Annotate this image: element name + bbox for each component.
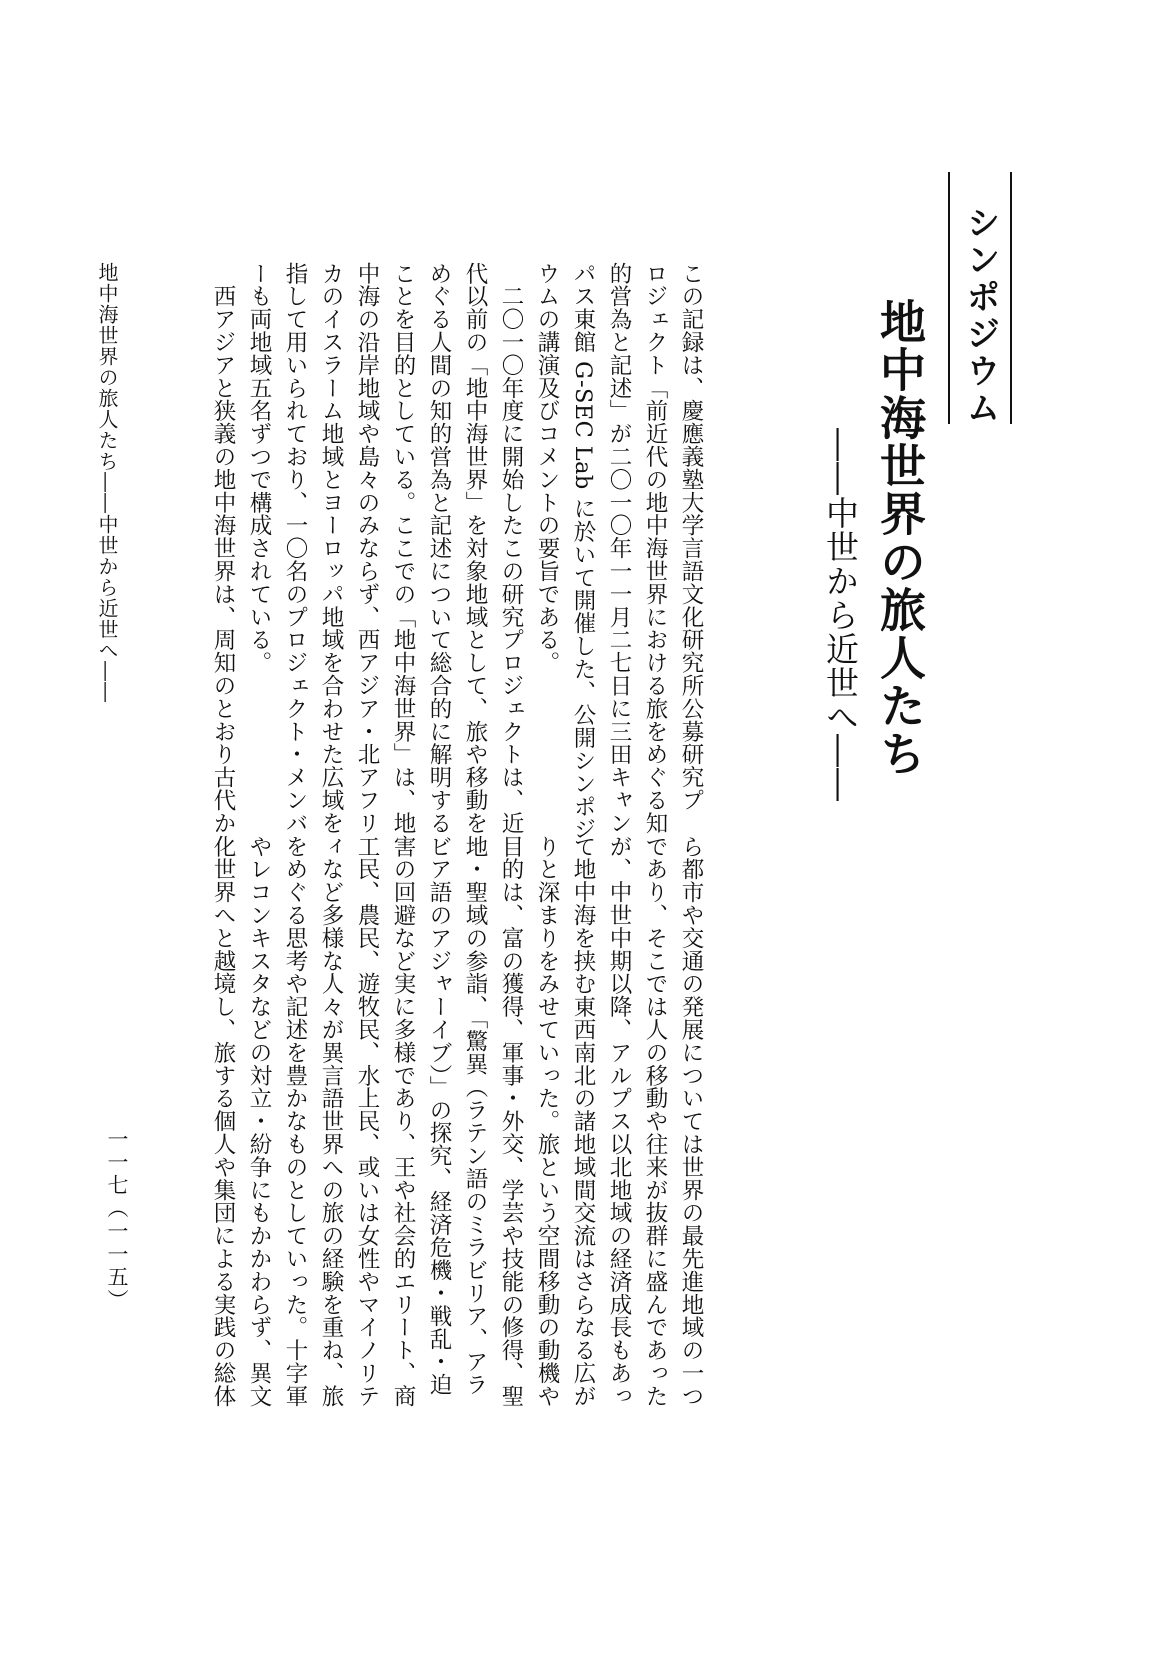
text-line: であり、そこでは人の移動や往来が抜群に盛んであった bbox=[642, 835, 668, 1408]
text-line: ことを目的としている。ここでの「地中海世界」は、地 bbox=[390, 262, 416, 835]
text-line: りと深まりをみせていった。旅という空間移動の動機や bbox=[534, 835, 560, 1408]
page-subtitle: ――中世から近世へ―― bbox=[821, 428, 860, 802]
running-head: 地中海世界の旅人たち――中世から近世へ―― bbox=[95, 262, 119, 703]
text-line: 化世界へと越境し、旅する個人や集団による実践の総体 bbox=[210, 835, 236, 1408]
text-line: 中海の沿岸地域や島々のみならず、西アジア・北アフリ bbox=[354, 262, 380, 835]
text-line: ウムの講演及びコメントの要旨である。 bbox=[534, 262, 560, 675]
body-lower-block bbox=[154, 835, 709, 1455]
text-line: 工民、農民、遊牧民、水上民、或いは女性やマイノリテ bbox=[354, 835, 380, 1408]
text-line: 代以前の「地中海世界」を対象地域として、旅や移動を bbox=[462, 262, 488, 835]
text-line: 西アジアと狭義の地中海世界は、周知のとおり古代か bbox=[210, 262, 236, 835]
text-line: ら都市や交通の発展については世界の最先進地域の一つ bbox=[678, 835, 704, 1408]
page-number: 一一七（一一五） bbox=[105, 1128, 129, 1312]
text-line: この記録は、慶應義塾大学言語文化研究所公募研究プ bbox=[678, 262, 704, 812]
text-line: が、中世中期以降、アルプス以北地域の経済成長もあっ bbox=[606, 835, 632, 1408]
text-line: やレコンキスタなどの対立・紛争にもかかわらず、異文 bbox=[246, 835, 272, 1408]
text-line: カのイスラーム地域とヨーロッパ地域を合わせた広域を bbox=[318, 262, 344, 835]
text-line: 二〇一〇年度に開始したこの研究プロジェクトは、近 bbox=[498, 262, 524, 835]
label-rule-left bbox=[948, 172, 950, 424]
text-line: をめぐる思考や記述を豊かなものとしていった。十字軍 bbox=[282, 835, 308, 1408]
text-line: ロジェクト「前近代の地中海世界における旅をめぐる知 bbox=[642, 262, 668, 835]
body-upper-block bbox=[154, 262, 709, 841]
text-line: 指して用いられており、一〇名のプロジェクト・メンバ bbox=[282, 262, 308, 835]
section-label: シンポジウム bbox=[960, 205, 1000, 427]
text-line: 的営為と記述」が二〇一〇年一一月二七日に三田キャン bbox=[606, 262, 632, 835]
text-line: 地・聖域の参詣、「驚異（ラテン語のミラビリア、アラ bbox=[462, 835, 488, 1397]
label-rule-right bbox=[1010, 172, 1012, 424]
text-line: ィなど多様な人々が異言語世界への旅の経験を重ね、旅 bbox=[318, 835, 344, 1408]
text-line: パス東館 G-SEC Lab に於いて開催した、公開シンポジ bbox=[570, 262, 596, 841]
text-line: ーも両地域五名ずつで構成されている。 bbox=[246, 262, 272, 675]
text-line: ビア語のアジャーイブ）」の探究、経済危機・戦乱・迫 bbox=[426, 835, 452, 1397]
text-line: めぐる人間の知的営為と記述について総合的に解明する bbox=[426, 262, 452, 835]
page-title: 地中海世界の旅人たち bbox=[873, 298, 927, 778]
text-line: て地中海を挟む東西南北の諸地域間交流はさらなる広が bbox=[570, 835, 596, 1408]
text-line: 害の回避など実に多様であり、王や社会的エリート、商 bbox=[390, 835, 416, 1408]
text-line: 目的は、富の獲得、軍事・外交、学芸や技能の修得、聖 bbox=[498, 835, 524, 1408]
